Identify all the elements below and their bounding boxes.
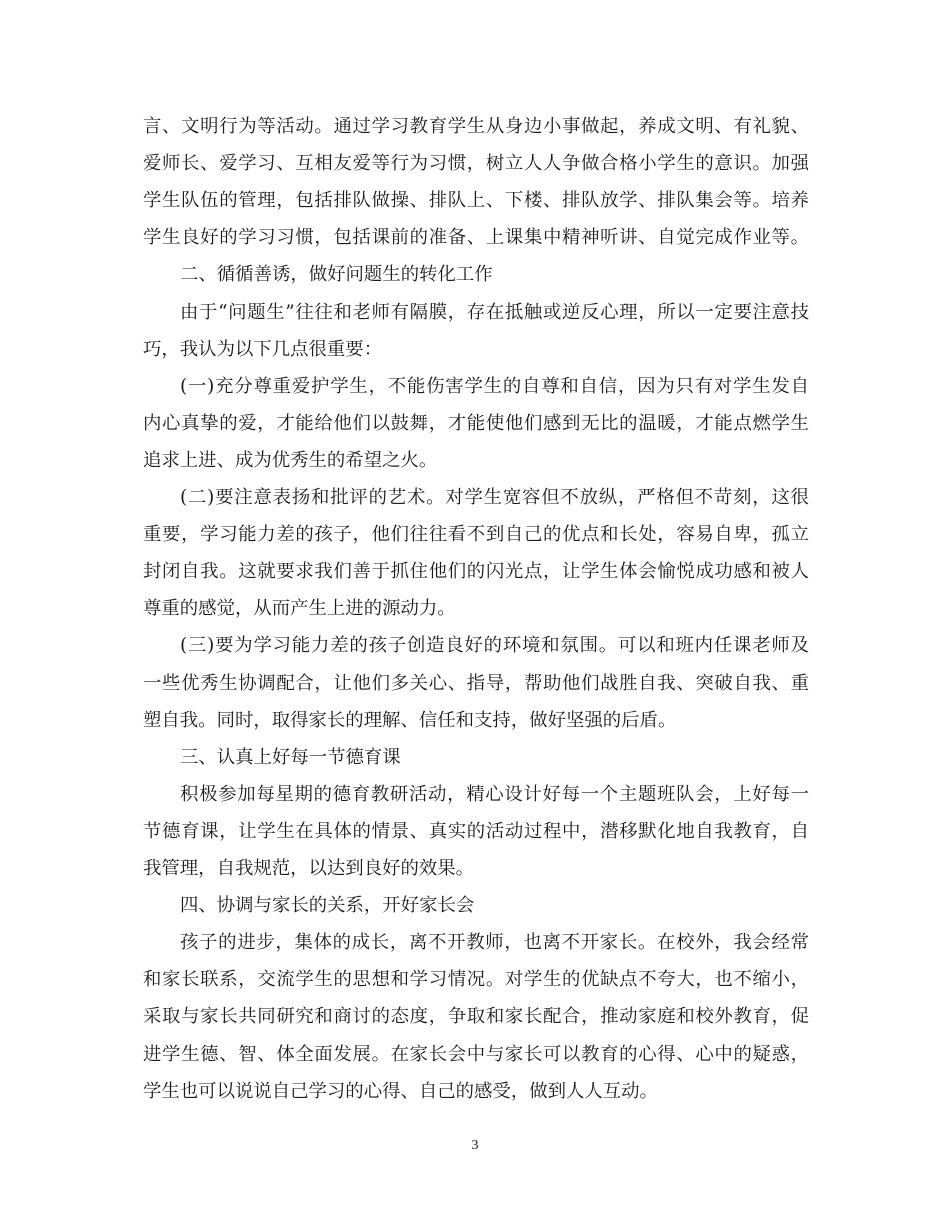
text-line: 学生队伍的管理，包括排队做操、排队上、下楼、排队放学、排队集会等。培养 (143, 190, 809, 212)
text-line: 由于“问题生”往往和老师有隔膜，存在抵触或逆反心理，所以一定要注意技 (180, 301, 809, 323)
text-line: (三)要为学习能力差的孩子创造良好的环境和氛围。可以和班内任课老师及 (180, 635, 809, 657)
text-line: 爱师长、爱学习、互相友爱等行为习惯，树立人人争做合格小学生的意识。加强 (143, 153, 809, 175)
text-line: 节德育课，让学生在具体的情景、真实的活动过程中，潜移默化地自我教育，自 (143, 820, 809, 842)
text-line: 采取与家长共同研究和商讨的态度，争取和家长配合，推动家庭和校外教育，促 (143, 1006, 809, 1028)
text-line: 一些优秀生协调配合，让他们多关心、指导，帮助他们战胜自我、突破自我、重 (143, 672, 809, 694)
text-line: 封闭自我。这就要求我们善于抓住他们的闪光点，让学生体会愉悦成功感和被人 (143, 561, 809, 583)
text-line: 我管理，自我规范，以达到良好的效果。 (143, 858, 475, 879)
text-line: 追求上进、成为优秀生的希望之火。 (143, 449, 438, 471)
text-line: 和家长联系，交流学生的思想和学习情况。对学生的优缺点不夸大，也不缩小， (143, 969, 809, 991)
text-line: 巧，我认为以下几点很重要： (143, 338, 383, 360)
text-line: 进学生德、智、体全面发展。在家长会中与家长可以教育的心得、心中的疑惑， (143, 1043, 809, 1065)
text-line: 积极参加每星期的德育教研活动，精心设计好每一个主题班队会，上好每一 (180, 783, 809, 805)
text-line: 四、协调与家长的关系，开好家长会 (180, 895, 475, 917)
text-line: 内心真挚的爱，才能给他们以鼓舞，才能使他们感到无比的温暖，才能点燃学生 (143, 412, 809, 434)
text-line: 尊重的感觉，从而产生上进的源动力。 (143, 598, 456, 620)
text-line: 二、循循善诱，做好问题生的转化工作 (180, 264, 493, 286)
text-line: 重要，学习能力差的孩子，他们往往看不到自己的优点和长处，容易自卑，孤立 (143, 524, 809, 546)
text-line: 学生也可以说说自己学习的心得、自己的感受，做到人人互动。 (143, 1080, 658, 1102)
text-line: 学生良好的学习习惯，包括课前的准备、上课集中精神听讲、自觉完成作业等。 (143, 227, 809, 249)
page-number: 3 (471, 1138, 479, 1153)
text-line: 三、认真上好每一节德育课 (180, 746, 401, 768)
text-line: 言、文明行为等活动。通过学习教育学生从身边小事做起，养成文明、有礼貌、 (143, 116, 809, 137)
text-line: (一)充分尊重爱护学生，不能伤害学生的自尊和自信，因为只有对学生发自 (180, 375, 809, 397)
text-line: 孩子的进步，集体的成长，离不开教师，也离不开家长。在校外，我会经常 (180, 932, 809, 954)
text-line: (二)要注意表扬和批评的艺术。对学生宽容但不放纵，严格但不苛刻，这很 (180, 487, 809, 508)
text-line: 塑自我。同时，取得家长的理解、信任和支持，做好坚强的后盾。 (143, 709, 677, 731)
